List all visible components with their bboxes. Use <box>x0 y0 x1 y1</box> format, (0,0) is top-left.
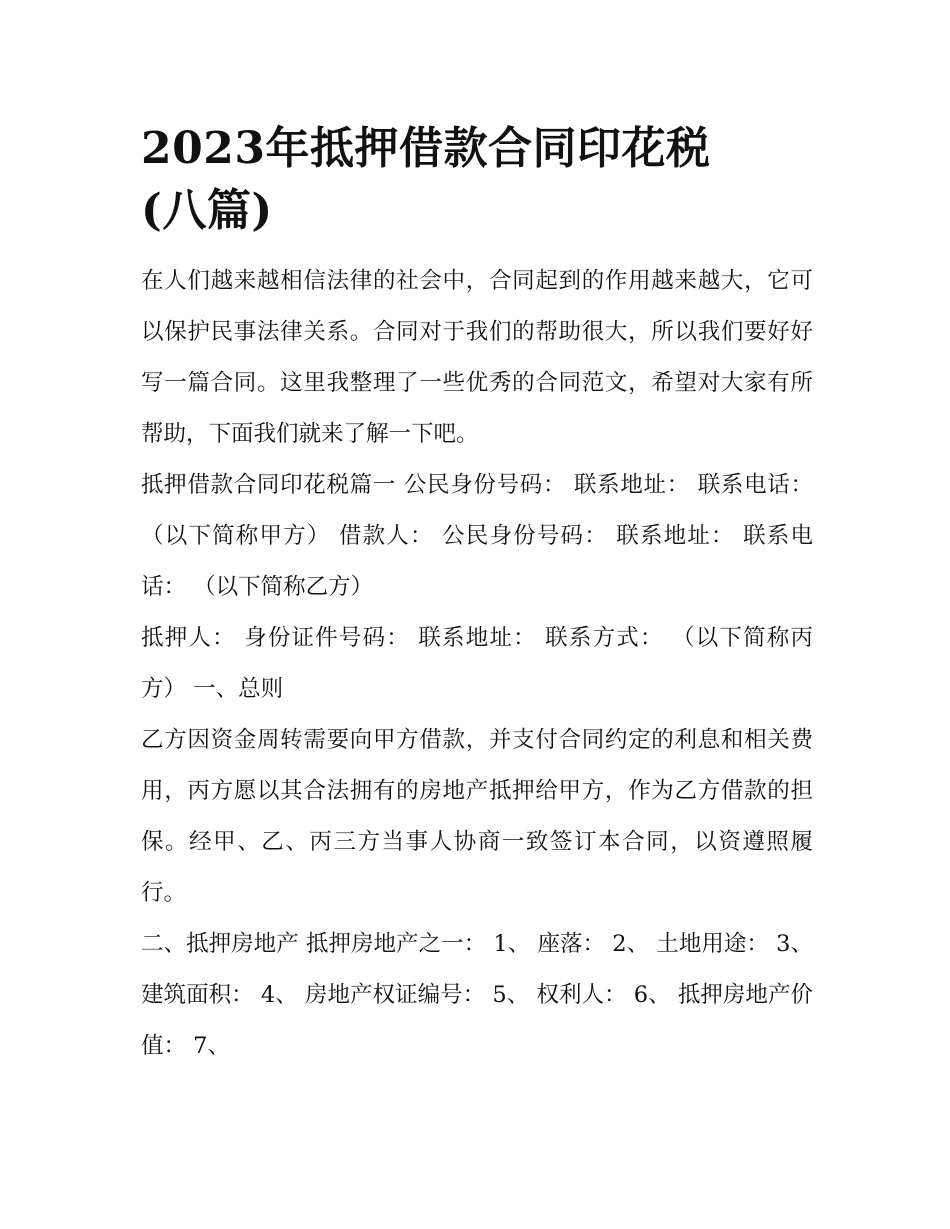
document-page <box>141 118 813 1072</box>
mortgaged-property-paragraph: 二、抵押房地产 抵押房地产之一： 1、 座落： 2、 土地用途： 3、 建筑面积： 4、 房地产权证编号： 5、 权利人： 6、 抵押房地产价值： 7、 <box>141 931 813 1059</box>
title-line-2: (八篇) <box>141 185 273 236</box>
intro-paragraph: 在人们越来越相信法律的社会中，合同起到的作用越来越大，它可以保护民事法律关系。合同对于我们的帮助很大，所以我们要好好写一篇合同。这里我整理了一些优秀的合同范文，希望对大家有所帮助，下面我们就来了解一下吧。 <box>141 268 813 447</box>
general-terms-paragraph: 乙方因资金周转需要向甲方借款，并支付合同约定的利息和相关费用，丙方愿以其合法拥有的房地产抵押给甲方，作为乙方借款的担保。经甲、乙、丙三方当事人协商一致签订本合同，以资遵照履行。 <box>141 727 813 906</box>
parties-paragraph: 抵押借款合同印花税篇一 公民身份号码： 联系地址： 联系电话： （以下简称甲方） 借款人： 公民身份号码： 联系地址： 联系电话： （以下简称乙方） <box>141 472 813 600</box>
mortgagor-paragraph: 抵押人： 身份证件号码： 联系地址： 联系方式： （以下简称丙方） 一、总则 <box>141 625 813 702</box>
document-title <box>141 118 813 242</box>
title-line-1: 2023年抵押借款合同印花税 <box>141 123 711 174</box>
